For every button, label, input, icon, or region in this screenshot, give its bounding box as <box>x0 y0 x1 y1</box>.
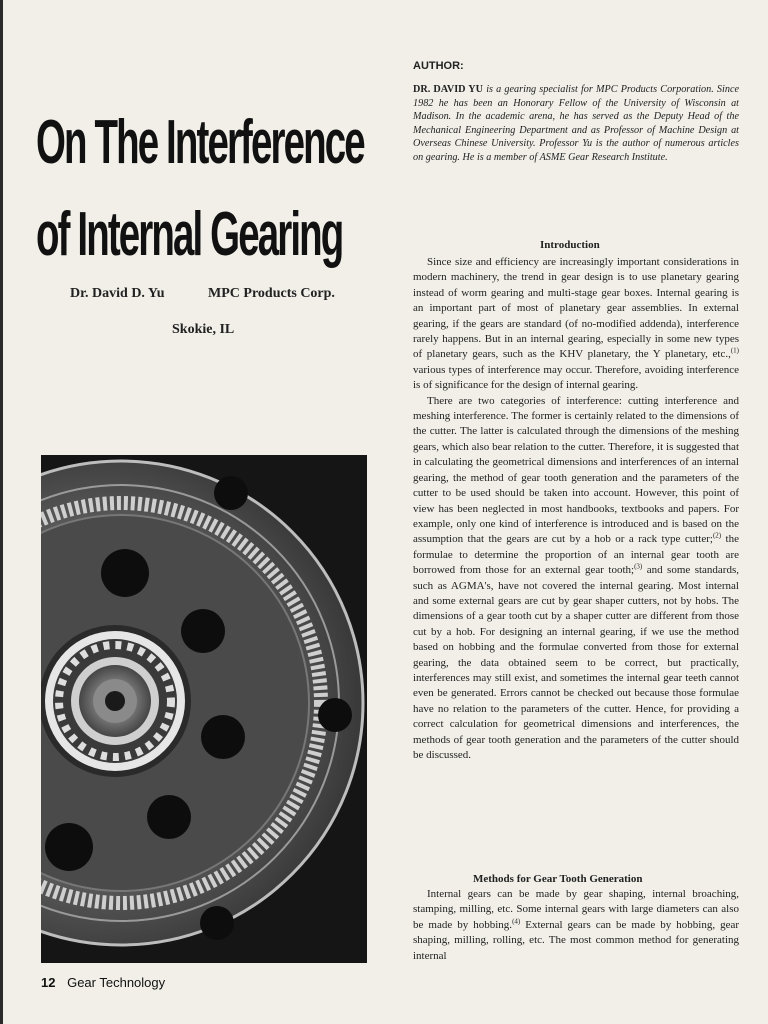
author-bio-name: DR. DAVID YU <box>413 84 484 95</box>
author-city: Skokie, IL <box>172 322 235 337</box>
author-box-heading: AUTHOR: <box>413 60 464 72</box>
text-run: External gears can be made by hobbing, gear shaping, milling, rolling, etc. The most common method for generating internal <box>413 918 740 962</box>
article-title <box>36 97 364 281</box>
citation-1: (1) <box>730 346 739 355</box>
publication-name: Gear Technology <box>67 975 166 990</box>
page-footer <box>41 975 165 990</box>
title-line-2: of Internal Gearing <box>36 199 343 269</box>
author-company: MPC Products Corp. <box>208 286 335 301</box>
citation-2: (2) <box>712 531 722 540</box>
author-bio <box>413 83 739 165</box>
text-run: and some standards, such as AGMA's, have not covered the internal gearing. Most internal and some external gears are cut by gear shaper cutters, not by hobs. The dimensions of a gear tooth cut by a shaper cutter are different from those cut by a hob. For designing an internal gearing, if we use the method based on hobbing and the formulae converted from those for external gearing, the data obtained seem to be correct, but practically, interferences may still exist, and sometimes the internal gear teeth cannot even be generated. Errors cannot be checked out because those formulae have no relation to the parameters of the cutter. Hence, for providing a correct calculation for geometrical dimensions and interferences, the methods of gear tooth generation and the parameters of the cutter should be discussed. <box>413 564 739 761</box>
page-number: 12 <box>41 975 56 990</box>
introduction-heading: Introduction <box>540 239 600 251</box>
text-run: There are two categories of interference: cutting interference and meshing interference. The former is certainly related to the dimensions of the cutter. The latter is calculated through the dimensions of the meshing gears, which also bear relation to the cutter. Therefore, it is suggested that in calculating the geometrical dimensions and interferences of an internal gearing, the method of gear tooth generation and the parameters of the cutter to be used should be taken into account. However, this point of view has been neglected in most handbooks, textbooks and papers. For example, only one kind of interference is introduced and is based on the assumption that the gears are cut by a hob or a rack type cutter; <box>413 394 739 546</box>
text-run: the formulae to determine the proportion of an internal gear tooth are borrowed from those for an external gear tooth; <box>413 533 739 577</box>
page-edge <box>0 0 3 1024</box>
text-run: Since size and efficiency are increasingly important considerations in modern machinery, the trend in gear design is to use planetary gearing instead of worm gearing and multi-stage gear boxes. Internal gearing is an important part of most of planetary gear assemblies. In external gearing, if the gears are standard (of no-modified addenda), interference rarely happens. But in an internal gearing, especially in some new types of planetary gears, such as the KHV planetary, the Y planetary, etc., <box>413 256 739 361</box>
introduction-paragraph-1 <box>413 255 739 394</box>
citation-4: (4) <box>512 917 521 926</box>
author-bio-text: is a gearing specialist for MPC Products Corporation. Since 1982 he has been an Honorary Fellow of the University of Wisconsin at Madison. In the academic arena, he has served as the Deputy Head of the Mechanical Engineering Department and as Professor of Machine Design at Overseas Chinese University. Professor Yu is the author of numerous articles on gearing. He is a member of ASME Gear Research Institute. <box>413 84 739 163</box>
citation-3: (3) <box>634 562 643 571</box>
methods-heading: Methods for Gear Tooth Generation <box>473 873 643 885</box>
text-run: Internal gears can be made by gear shaping, internal broaching, stamping, milling, etc. Some internal gears with large diameters can also be made by hobbing. <box>413 888 739 931</box>
byline <box>70 286 335 302</box>
methods-body <box>413 887 739 964</box>
text-run: various types of interference may occur. Therefore, avoiding interference is of significance for the design of internal gearing. <box>413 363 739 392</box>
gear-photo <box>41 455 367 963</box>
introduction-paragraph-2 <box>413 394 739 764</box>
methods-paragraph-1 <box>413 887 739 964</box>
title-line-1: On The Interference <box>36 107 364 177</box>
introduction-body <box>413 255 739 763</box>
author-name: Dr. David D. Yu <box>70 286 165 301</box>
